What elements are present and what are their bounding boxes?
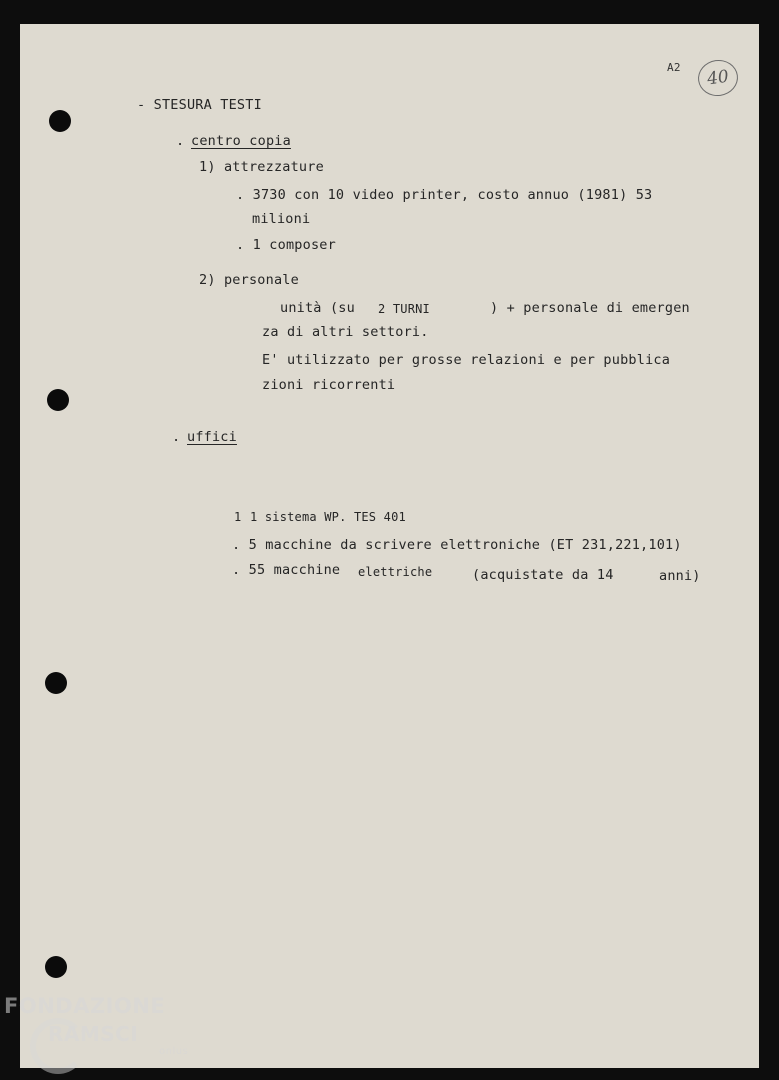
office-item-bullet: 1 (234, 510, 242, 524)
personale-label: 2) personale (199, 272, 299, 288)
punch-hole (47, 389, 69, 411)
personale-shifts: 2 TURNI (378, 302, 430, 316)
fondazione-gramsci-logo (4, 994, 189, 1057)
equipment-item-continuation: milioni (252, 211, 311, 227)
uffici-heading: uffici (187, 429, 237, 445)
attrezzature-label: 1) attrezzature (199, 159, 324, 175)
centro-copia-heading: centro copia (191, 133, 291, 149)
punch-hole (49, 110, 71, 132)
office-item: anni) (659, 568, 701, 584)
personale-text: E' utilizzato per grosse relazioni e per pubblica (262, 352, 671, 368)
list-bullet: . (176, 133, 185, 149)
office-item: elettriche (358, 565, 433, 579)
office-item: . 5 macchine da scrivere elettroniche (ET 231,221,101) (232, 537, 682, 553)
section-title: - STESURA TESTI (137, 97, 262, 113)
office-item: (acquistate da 14 (472, 567, 614, 583)
equipment-item: . 3730 con 10 video printer, costo annuo (1981) 53 (236, 187, 653, 203)
personale-text: ) + personale di emergen (490, 300, 690, 316)
logo-line: RAMSCI (48, 1022, 139, 1046)
office-item: 1 sistema WP. TES 401 (250, 510, 406, 524)
personale-text: zioni ricorrenti (262, 377, 396, 393)
office-item: . 55 macchine (232, 562, 341, 578)
list-bullet: . (172, 429, 181, 445)
folio-stamp (696, 57, 741, 98)
personale-text: za di altri settori. (262, 324, 429, 340)
punch-hole (45, 956, 67, 978)
logo-line: onlus (159, 1046, 189, 1057)
equipment-item: . 1 composer (236, 237, 336, 253)
logo-line: FONDAZIONE (4, 994, 166, 1018)
folio-number: 40 (705, 66, 731, 90)
document-page (20, 24, 759, 1068)
punch-hole (45, 672, 67, 694)
page-code: A2 (667, 61, 681, 74)
personale-text: unità (su (280, 300, 355, 316)
